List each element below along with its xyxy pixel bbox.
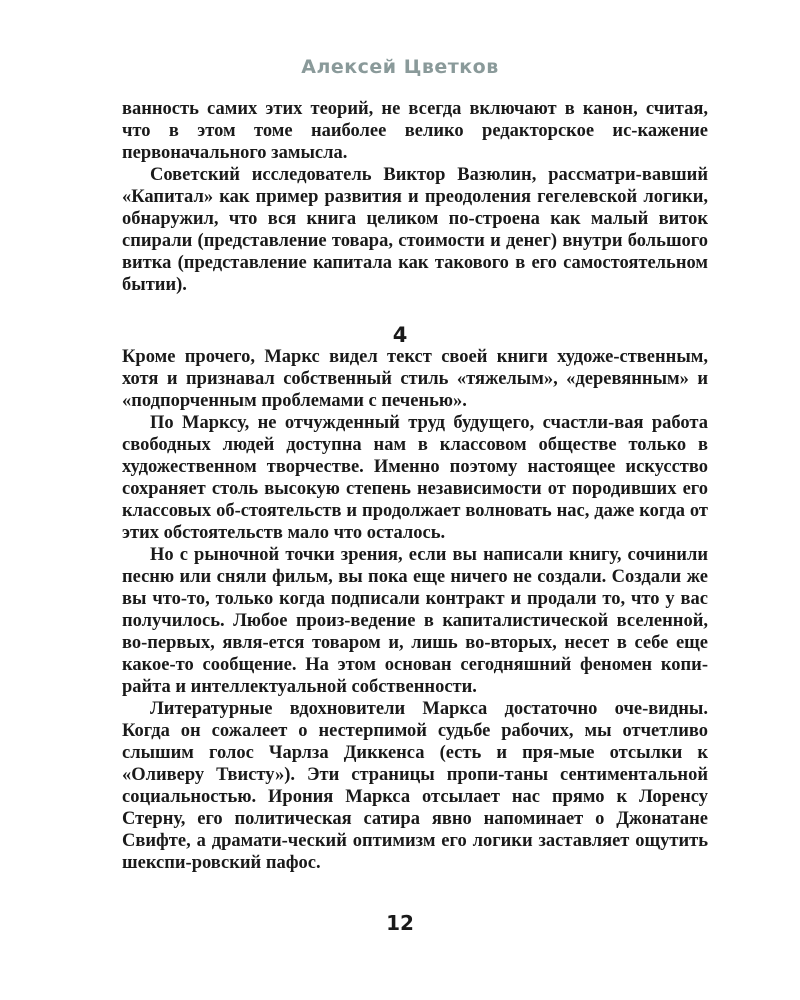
paragraph: По Марксу, не отчужденный труд будущего, счастли-вая работа свободных людей доступна нам в классовом обществе только в художественном творчестве. Именно поэтому настоящее искусство сохраняет столь высокую степень независимости от породивших его классовых об-стоятельств и продолжает волновать нас, даже когда от этих обстоятельств мало что осталось. [122, 413, 708, 543]
paragraph: Советский исследователь Виктор Вазюлин, рассматри-вавший «Капитал» как пример развития и преодоления гегелевской логики, обнаружил, что вся книга целиком по-строена как малый виток спирали (представление товара, стоимости и денег) внутри большого витка (представление капитала как такового в его самостоятельном бытии). [122, 165, 708, 295]
paragraph: Кроме прочего, Маркс видел текст своей книги художе-ственным, хотя и признавал собственный стиль «тяжелым», «деревянным» и «подпорченным проблемами с печенью». [122, 347, 708, 411]
text-block-top [122, 98, 708, 296]
paragraph: Литературные вдохновители Маркса достаточно оче-видны. Когда он сожалеет о нестерпимой судьбе рабочих, мы отчетливо слышим голос Чарлза Диккенса (есть и пря-мые отсылки к «Оливеру Твисту»). Эти страницы пропи-таны сентиментальной социальностью. Ирония Маркса отсылает нас прямо к Лоренсу Стерну, его политическая сатира явно напоминает о Джонатане Свифте, а драмати-ческий оптимизм его логики заставляет ощутить шекспи-ровский пафос. [122, 699, 708, 873]
page-number: 12 [386, 911, 414, 935]
chapter-number: 4 [392, 323, 408, 347]
text-block-chapter [122, 346, 708, 874]
running-header-author: Алексей Цветков [301, 56, 499, 78]
paragraph: Но с рыночной точки зрения, если вы написали книгу, сочинили песню или сняли фильм, вы пока еще ничего не создали. Создали же вы что-то, только когда подписали контракт и продали то, что у вас получилось. Любое произ-ведение в капиталистической вселенной, во-первых, явля-ется товаром и, лишь во-вторых, несет в себе еще какое-то сообщение. На этом основан сегодняшний феномен копи-райта и интеллектуальной собственности. [122, 545, 708, 697]
paragraph: ванность самих этих теорий, не всегда включают в канон, считая, что в этом томе наиболее велико редакторское ис-кажение первоначального замысла. [122, 99, 708, 163]
